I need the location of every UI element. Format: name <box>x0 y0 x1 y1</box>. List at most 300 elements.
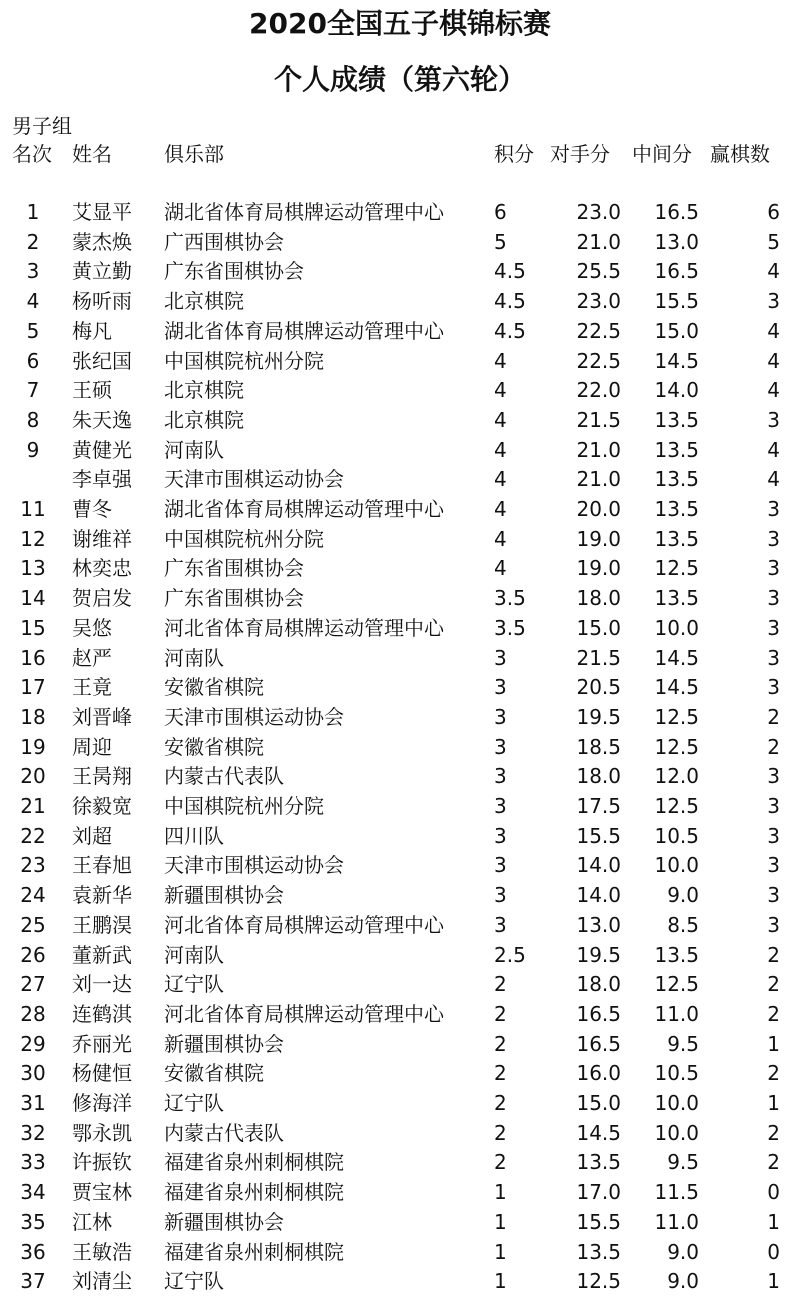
row-score: 2 <box>494 1120 507 1145</box>
document-subtitle: 个人成绩（第六轮） <box>273 63 526 96</box>
table-row <box>0 1266 800 1296</box>
row-opponent: 21.5 <box>576 407 621 432</box>
table-row <box>0 702 800 732</box>
row-middle: 10.5 <box>654 823 699 848</box>
table-row <box>0 1207 800 1237</box>
row-rank: 2 <box>26 229 40 254</box>
row-score: 3 <box>494 883 507 908</box>
row-wins: 4 <box>767 378 780 403</box>
table-row <box>0 346 800 376</box>
row-rank: 3 <box>26 259 40 284</box>
row-name: 刘清尘 <box>72 1269 132 1294</box>
row-name: 刘一达 <box>72 972 132 997</box>
row-middle: 12.5 <box>654 556 699 581</box>
row-middle: 9.0 <box>667 1269 699 1294</box>
row-club: 湖北省体育局棋牌运动管理中心 <box>164 318 444 343</box>
row-opponent: 19.0 <box>576 556 621 581</box>
row-club: 福建省泉州刺桐棋院 <box>164 1239 344 1264</box>
row-score: 4.5 <box>494 289 526 314</box>
row-opponent: 13.5 <box>576 1150 621 1175</box>
row-score: 4.5 <box>494 259 526 284</box>
row-rank: 26 <box>20 942 46 967</box>
row-opponent: 23.0 <box>576 200 621 224</box>
header-club: 俱乐部 <box>164 142 224 166</box>
row-score: 2 <box>494 1001 507 1026</box>
row-rank: 14 <box>20 586 46 611</box>
row-club: 安徽省棋院 <box>164 675 264 700</box>
row-rank: 1 <box>26 200 40 224</box>
row-rank: 29 <box>20 1031 46 1056</box>
table-row <box>0 761 800 791</box>
row-name: 谢维祥 <box>72 526 132 551</box>
row-name: 杨听雨 <box>72 289 132 314</box>
row-score: 3 <box>494 675 507 700</box>
header-rank: 名次 <box>12 142 52 166</box>
row-rank: 11 <box>20 497 46 521</box>
row-wins: 3 <box>767 556 780 581</box>
row-name: 董新武 <box>72 942 132 967</box>
row-club: 北京棋院 <box>164 289 244 314</box>
row-club: 辽宁队 <box>164 1269 224 1294</box>
row-name: 王硕 <box>72 378 112 403</box>
row-club: 湖北省体育局棋牌运动管理中心 <box>164 497 444 521</box>
row-name: 黄健光 <box>72 437 132 462</box>
row-wins: 2 <box>767 942 780 967</box>
row-score: 3 <box>494 645 507 670</box>
row-opponent: 22.5 <box>576 318 621 343</box>
row-opponent: 20.5 <box>576 675 621 700</box>
row-name: 朱天逸 <box>72 407 132 432</box>
row-score: 3 <box>494 764 507 789</box>
row-rank: 24 <box>20 883 46 908</box>
table-row <box>0 1118 800 1148</box>
row-score: 3 <box>494 704 507 729</box>
row-name: 江林 <box>72 1209 112 1234</box>
row-rank: 9 <box>26 437 40 462</box>
row-club: 湖北省体育局棋牌运动管理中心 <box>164 200 444 224</box>
row-wins: 0 <box>767 1180 780 1205</box>
row-middle: 9.0 <box>667 883 699 908</box>
row-opponent: 18.5 <box>576 734 621 759</box>
row-club: 北京棋院 <box>164 407 244 432</box>
row-score: 2 <box>494 972 507 997</box>
row-club: 安徽省棋院 <box>164 734 264 759</box>
row-name: 艾显平 <box>72 200 132 224</box>
row-rank: 31 <box>20 1091 46 1115</box>
row-name: 张纪国 <box>72 348 132 373</box>
table-row <box>0 494 800 524</box>
row-middle: 9.5 <box>667 1150 699 1175</box>
row-club: 福建省泉州刺桐棋院 <box>164 1150 344 1175</box>
row-name: 贺启发 <box>72 586 132 611</box>
row-opponent: 18.0 <box>576 764 621 789</box>
row-rank: 6 <box>26 348 40 373</box>
row-middle: 10.5 <box>654 1061 699 1086</box>
row-middle: 12.5 <box>654 972 699 997</box>
row-name: 刘超 <box>72 823 112 848</box>
row-club: 广东省围棋协会 <box>164 556 304 581</box>
row-score: 3 <box>494 794 507 818</box>
row-wins: 3 <box>767 645 780 670</box>
table-row <box>0 583 800 613</box>
row-club: 四川队 <box>164 823 224 848</box>
row-middle: 10.0 <box>654 615 699 640</box>
row-club: 广东省围棋协会 <box>164 586 304 611</box>
row-rank: 5 <box>26 318 40 343</box>
row-score: 4 <box>494 437 507 462</box>
header-middle: 中间分 <box>632 142 692 166</box>
row-opponent: 16.5 <box>576 1031 621 1056</box>
row-wins: 2 <box>767 1061 780 1086</box>
row-rank: 16 <box>20 645 46 670</box>
row-wins: 4 <box>767 318 780 343</box>
row-name: 周迎 <box>72 734 112 759</box>
row-middle: 12.0 <box>654 764 699 789</box>
row-wins: 4 <box>767 259 780 284</box>
row-club: 福建省泉州刺桐棋院 <box>164 1180 344 1205</box>
row-rank: 23 <box>20 853 46 878</box>
row-score: 4 <box>494 348 507 373</box>
row-opponent: 14.0 <box>576 883 621 908</box>
row-club: 内蒙古代表队 <box>164 764 284 789</box>
table-row <box>0 1088 800 1118</box>
row-name: 吴悠 <box>72 615 112 640</box>
row-name: 黄立勤 <box>72 259 132 284</box>
row-score: 1 <box>494 1239 507 1264</box>
table-row <box>0 256 800 286</box>
row-name: 王春旭 <box>72 853 132 878</box>
row-middle: 12.5 <box>654 794 699 818</box>
row-rank: 8 <box>26 407 40 432</box>
row-rank: 35 <box>20 1209 46 1234</box>
row-name: 徐毅宽 <box>72 794 132 818</box>
row-club: 新疆围棋协会 <box>164 883 284 908</box>
row-rank: 21 <box>20 794 46 818</box>
table-row <box>0 286 800 316</box>
row-score: 6 <box>494 200 507 224</box>
row-name: 王敏浩 <box>72 1239 132 1264</box>
row-middle: 13.5 <box>654 467 699 492</box>
row-middle: 14.0 <box>654 378 699 403</box>
table-row <box>0 999 800 1029</box>
row-middle: 16.5 <box>654 259 699 284</box>
row-wins: 3 <box>767 289 780 314</box>
row-opponent: 22.0 <box>576 378 621 403</box>
row-wins: 4 <box>767 348 780 373</box>
row-club: 河南队 <box>164 437 224 462</box>
row-middle: 13.5 <box>654 942 699 967</box>
row-name: 林奕忠 <box>72 556 132 581</box>
table-row <box>0 791 800 821</box>
row-club: 天津市围棋运动协会 <box>164 853 344 878</box>
row-name: 梅凡 <box>72 318 112 343</box>
row-club: 河北省体育局棋牌运动管理中心 <box>164 1001 444 1026</box>
row-score: 2 <box>494 1150 507 1175</box>
header-score: 积分 <box>494 142 534 166</box>
row-middle: 14.5 <box>654 348 699 373</box>
row-name: 李卓强 <box>72 467 132 492</box>
table-row <box>0 732 800 762</box>
row-middle: 12.5 <box>654 704 699 729</box>
row-score: 4 <box>494 378 507 403</box>
row-wins: 6 <box>767 200 780 224</box>
row-wins: 1 <box>767 1269 780 1294</box>
table-row <box>0 940 800 970</box>
row-score: 5 <box>494 229 507 254</box>
row-score: 4 <box>494 556 507 581</box>
row-opponent: 20.0 <box>576 497 621 521</box>
table-row <box>0 197 800 227</box>
row-opponent: 19.5 <box>576 942 621 967</box>
row-rank: 20 <box>20 764 46 789</box>
document-title: 2020全国五子棋锦标赛 <box>249 7 551 40</box>
row-middle: 8.5 <box>667 912 699 937</box>
row-score: 2 <box>494 1091 507 1115</box>
row-opponent: 13.0 <box>576 912 621 937</box>
row-score: 4 <box>494 407 507 432</box>
table-row <box>0 316 800 346</box>
row-opponent: 12.5 <box>576 1269 621 1294</box>
row-middle: 13.5 <box>654 437 699 462</box>
header-opponent: 对手分 <box>550 142 610 166</box>
row-club: 辽宁队 <box>164 972 224 997</box>
row-name: 赵严 <box>72 645 112 670</box>
row-score: 4 <box>494 526 507 551</box>
row-middle: 15.5 <box>654 289 699 314</box>
row-middle: 14.5 <box>654 675 699 700</box>
table-row <box>0 1058 800 1088</box>
row-middle: 9.5 <box>667 1031 699 1056</box>
row-wins: 2 <box>767 1120 780 1145</box>
table-row <box>0 227 800 257</box>
row-rank: 22 <box>20 823 46 848</box>
row-middle: 10.0 <box>654 853 699 878</box>
table-row <box>0 613 800 643</box>
table-row <box>0 405 800 435</box>
row-middle: 15.0 <box>654 318 699 343</box>
row-name: 刘晋峰 <box>72 704 132 729</box>
row-rank: 18 <box>20 704 46 729</box>
row-score: 1 <box>494 1209 507 1234</box>
row-wins: 1 <box>767 1209 780 1234</box>
row-middle: 9.0 <box>667 1239 699 1264</box>
row-opponent: 14.0 <box>576 853 621 878</box>
row-score: 1 <box>494 1269 507 1294</box>
row-opponent: 21.0 <box>576 229 621 254</box>
row-name: 乔丽光 <box>72 1031 132 1056</box>
row-name: 蒙杰焕 <box>72 229 132 254</box>
row-opponent: 19.5 <box>576 704 621 729</box>
row-wins: 5 <box>767 229 780 254</box>
row-score: 4.5 <box>494 318 526 343</box>
row-club: 新疆围棋协会 <box>164 1209 284 1234</box>
row-score: 3 <box>494 912 507 937</box>
row-name: 王昺翔 <box>72 764 132 789</box>
row-rank: 7 <box>26 378 40 403</box>
row-middle: 12.5 <box>654 734 699 759</box>
row-middle: 14.5 <box>654 645 699 670</box>
row-middle: 13.5 <box>654 407 699 432</box>
row-name: 杨健恒 <box>72 1061 132 1086</box>
row-club: 河北省体育局棋牌运动管理中心 <box>164 615 444 640</box>
row-rank: 19 <box>20 734 46 759</box>
row-rank: 33 <box>20 1150 46 1175</box>
row-score: 3 <box>494 734 507 759</box>
row-middle: 13.5 <box>654 526 699 551</box>
row-rank: 4 <box>26 289 40 314</box>
row-middle: 11.0 <box>654 1209 699 1234</box>
row-name: 鄂永凯 <box>72 1120 132 1145</box>
row-wins: 2 <box>767 972 780 997</box>
row-opponent: 21.5 <box>576 645 621 670</box>
row-wins: 2 <box>767 704 780 729</box>
row-opponent: 23.0 <box>576 289 621 314</box>
table-row <box>0 850 800 880</box>
row-wins: 3 <box>767 883 780 908</box>
table-row <box>0 1147 800 1177</box>
row-wins: 3 <box>767 615 780 640</box>
row-club: 北京棋院 <box>164 378 244 403</box>
row-rank: 37 <box>20 1269 46 1294</box>
row-club: 安徽省棋院 <box>164 1061 264 1086</box>
row-wins: 3 <box>767 675 780 700</box>
row-name: 贾宝林 <box>72 1180 132 1205</box>
row-opponent: 16.5 <box>576 1001 621 1026</box>
row-rank: 13 <box>20 556 46 581</box>
row-opponent: 15.5 <box>576 823 621 848</box>
row-opponent: 18.0 <box>576 586 621 611</box>
row-club: 天津市围棋运动协会 <box>164 467 344 492</box>
table-row <box>0 1029 800 1059</box>
row-club: 中国棋院杭州分院 <box>164 348 324 373</box>
row-name: 连鹤淇 <box>72 1001 132 1026</box>
row-opponent: 17.5 <box>576 794 621 818</box>
row-wins: 2 <box>767 1001 780 1026</box>
row-score: 4 <box>494 497 507 521</box>
row-wins: 3 <box>767 586 780 611</box>
row-club: 天津市围棋运动协会 <box>164 704 344 729</box>
row-middle: 13.5 <box>654 586 699 611</box>
row-wins: 2 <box>767 1150 780 1175</box>
row-club: 中国棋院杭州分院 <box>164 526 324 551</box>
table-row <box>0 464 800 494</box>
table-row <box>0 880 800 910</box>
table-row <box>0 672 800 702</box>
row-score: 2 <box>494 1031 507 1056</box>
row-rank: 25 <box>20 912 46 937</box>
row-rank: 12 <box>20 526 46 551</box>
row-rank: 27 <box>20 972 46 997</box>
table-row <box>0 969 800 999</box>
row-rank: 17 <box>20 675 46 700</box>
row-opponent: 22.5 <box>576 348 621 373</box>
row-name: 修海洋 <box>72 1091 132 1115</box>
row-wins: 4 <box>767 437 780 462</box>
row-wins: 3 <box>767 526 780 551</box>
row-wins: 2 <box>767 734 780 759</box>
row-opponent: 16.0 <box>576 1061 621 1086</box>
row-club: 中国棋院杭州分院 <box>164 794 324 818</box>
row-opponent: 15.0 <box>576 1091 621 1115</box>
row-wins: 3 <box>767 497 780 521</box>
row-rank: 28 <box>20 1001 46 1026</box>
row-club: 河南队 <box>164 645 224 670</box>
row-middle: 10.0 <box>654 1120 699 1145</box>
row-opponent: 13.5 <box>576 1239 621 1264</box>
row-opponent: 15.0 <box>576 615 621 640</box>
row-wins: 4 <box>767 467 780 492</box>
table-row <box>0 643 800 673</box>
header-wins: 赢棋数 <box>710 142 770 166</box>
row-score: 2 <box>494 1061 507 1086</box>
row-score: 3.5 <box>494 586 526 611</box>
table-row <box>0 375 800 405</box>
row-wins: 1 <box>767 1031 780 1056</box>
row-name: 袁新华 <box>72 883 132 908</box>
header-name: 姓名 <box>72 142 112 166</box>
row-wins: 0 <box>767 1239 780 1264</box>
row-score: 3 <box>494 853 507 878</box>
row-club: 河南队 <box>164 942 224 967</box>
group-label: 男子组 <box>12 114 72 138</box>
row-middle: 11.0 <box>654 1001 699 1026</box>
row-club: 广西围棋协会 <box>164 229 284 254</box>
row-club: 新疆围棋协会 <box>164 1031 284 1056</box>
row-wins: 3 <box>767 853 780 878</box>
row-opponent: 21.0 <box>576 467 621 492</box>
row-wins: 3 <box>767 764 780 789</box>
row-opponent: 21.0 <box>576 437 621 462</box>
table-row <box>0 1237 800 1267</box>
row-rank: 30 <box>20 1061 46 1086</box>
row-middle: 10.0 <box>654 1091 699 1115</box>
row-opponent: 25.5 <box>576 259 621 284</box>
row-score: 1 <box>494 1180 507 1205</box>
row-rank: 34 <box>20 1180 46 1205</box>
row-name: 许振钦 <box>72 1150 132 1175</box>
table-row <box>0 435 800 465</box>
row-opponent: 19.0 <box>576 526 621 551</box>
row-rank: 36 <box>20 1239 46 1264</box>
table-row <box>0 524 800 554</box>
row-name: 王竟 <box>72 675 112 700</box>
row-rank: 32 <box>20 1120 46 1145</box>
row-middle: 16.5 <box>654 200 699 224</box>
row-score: 2.5 <box>494 942 526 967</box>
row-club: 广东省围棋协会 <box>164 259 304 284</box>
row-wins: 1 <box>767 1091 780 1115</box>
table-row <box>0 910 800 940</box>
row-rank: 15 <box>20 615 46 640</box>
row-wins: 3 <box>767 912 780 937</box>
table-row <box>0 553 800 583</box>
row-club: 内蒙古代表队 <box>164 1120 284 1145</box>
row-score: 3.5 <box>494 615 526 640</box>
table-header <box>0 139 800 169</box>
row-score: 4 <box>494 467 507 492</box>
row-opponent: 18.0 <box>576 972 621 997</box>
row-name: 曹冬 <box>72 497 112 521</box>
row-score: 3 <box>494 823 507 848</box>
row-opponent: 14.5 <box>576 1120 621 1145</box>
row-middle: 13.0 <box>654 229 699 254</box>
table-row <box>0 821 800 851</box>
row-wins: 3 <box>767 794 780 818</box>
row-opponent: 15.5 <box>576 1209 621 1234</box>
row-club: 辽宁队 <box>164 1091 224 1115</box>
row-club: 河北省体育局棋牌运动管理中心 <box>164 912 444 937</box>
row-opponent: 17.0 <box>576 1180 621 1205</box>
